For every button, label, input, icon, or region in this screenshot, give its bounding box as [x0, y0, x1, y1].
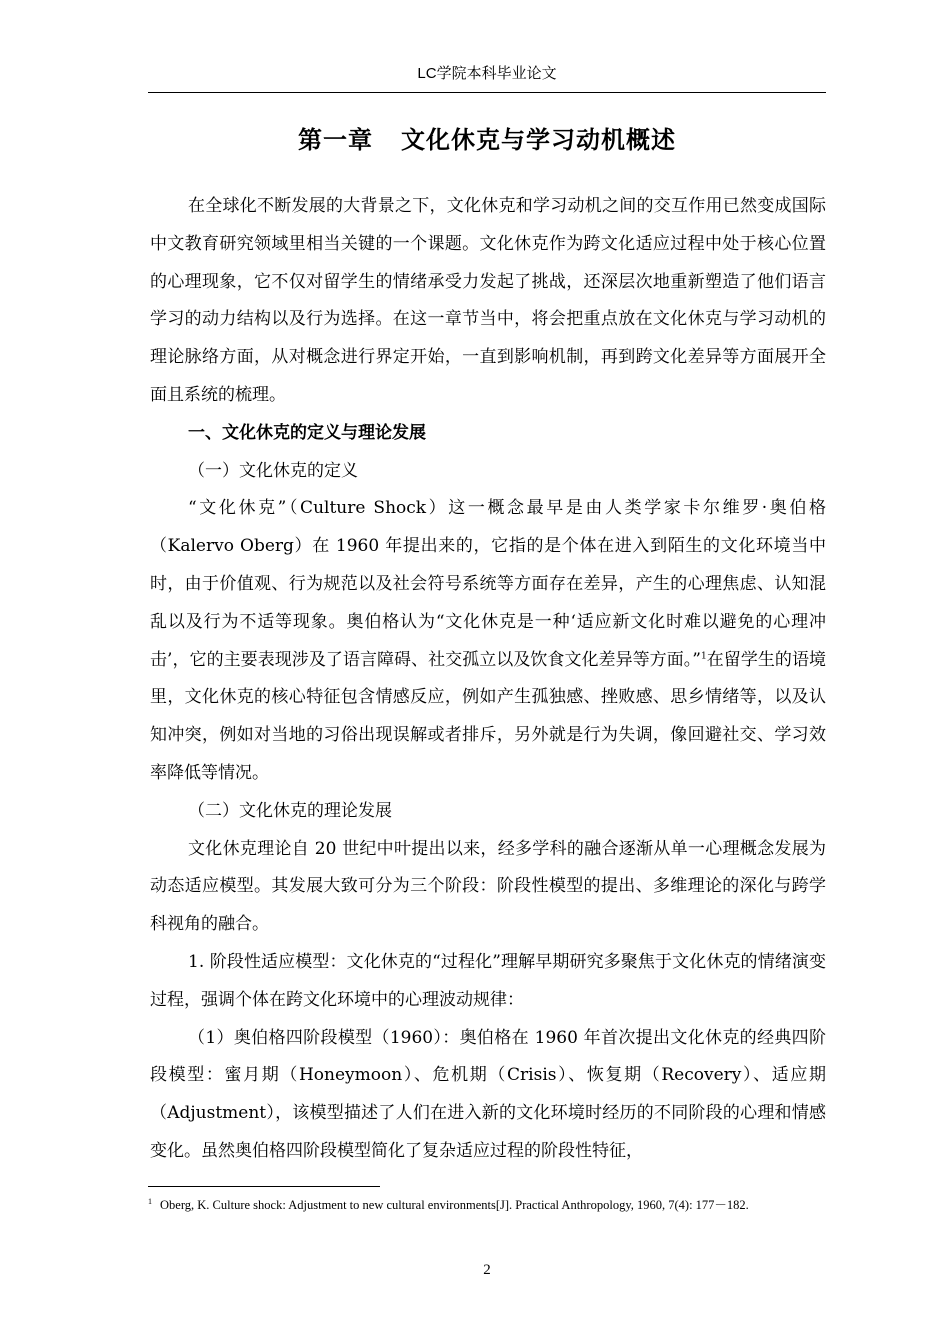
chapter-number: 第一章 [298, 126, 373, 154]
chapter-title [148, 120, 826, 155]
definition-text-part1: “文化休克”（Culture Shock）这一概念最早是由人类学家卡尔维罗·奥伯格（Kalervo Oberg）在 1960 年提出来的，它指的是个体在进入到陌生的文化环境当中时，由于价值观、行为规范以及社会符号系统等方面存在差异，产生的心理焦虑、认知混乱以及行为不适等现象。奥伯格认为“文化休克是一种‘适应新文化时难以避免的心理冲击’，它的主要表现涉及了语言障碍、社交孤立以及饮食文化差异等方面。” [150, 498, 826, 670]
stage-model-paragraph: 1. 阶段性适应模型：文化休克的“过程化”理解早期研究多聚焦于文化休克的情绪演变过程，强调个体在跨文化环境中的心理波动规律： [150, 951, 826, 1010]
footnote-rule [148, 1186, 380, 1187]
intro-paragraph: 在全球化不断发展的大背景之下，文化休克和学习动机之间的交互作用已然变成国际中文教育研究领域里相当关键的一个课题。文化休克作为跨文化适应过程中处于核心位置的心理现象，它不仅对留学生的情绪承受力发起了挑战，还深层次地重新塑造了他们语言学习的动力结构以及行为选择。在这一章节当中，将会把重点放在文化休克与学习动机的理论脉络方面，从对概念进行界定开始，一直到影响机制，再到跨文化差异等方面展开全面且系统的梳理。 [150, 196, 826, 405]
body-text [150, 188, 826, 1171]
footnote-text: Oberg, K. Culture shock: Adjustment to new cultural environments[J]. Practical Anthropology, 1960, 7(4): 177－182. [160, 1198, 749, 1212]
theory-intro-paragraph: 文化休克理论自 20 世纪中叶提出以来，经多学科的融合逐渐从单一心理概念发展为动态适应模型。其发展大致可分为三个阶段：阶段性模型的提出、多维理论的深化与跨学科视角的融合。 [150, 838, 826, 935]
subsection-heading-theory: （二）文化休克的理论发展 [188, 800, 392, 821]
subsection-heading-definition: （一）文化休克的定义 [188, 460, 358, 481]
footnote [148, 1197, 826, 1214]
footnote-reference[interactable]: 1 [700, 650, 707, 661]
definition-text-part2: 在留学生的语境里，文化休克的核心特征包含情感反应，例如产生孤独感、挫败感、思乡情绪等，以及认知冲突，例如对当地的习俗出现误解或者排斥，另外就是行为失调，像回避社交、学习效率降低等情况。 [150, 649, 827, 783]
footnote-mark: 1 [148, 1196, 152, 1206]
page-number: 2 [483, 1262, 491, 1278]
oberg-model-paragraph: （1）奥伯格四阶段模型（1960）：奥伯格在 1960 年首次提出文化休克的经典四阶段模型：蜜月期（Honeymoon）、危机期（Crisis）、恢复期（Recovery）、适应期（Adjustment），该模型描述了人们在进入新的文化环境时经历的不同阶段的心理和情感变化。虽然奥伯格四阶段模型简化了复杂适应过程的阶段性特征， [150, 1027, 826, 1161]
definition-paragraph [150, 490, 826, 792]
section-heading: 一、文化休克的定义与理论发展 [188, 422, 426, 443]
header-rule [148, 92, 826, 93]
running-header: LC学院本科毕业论文 [417, 65, 557, 82]
chapter-heading: 文化休克与学习动机概述 [401, 126, 676, 154]
